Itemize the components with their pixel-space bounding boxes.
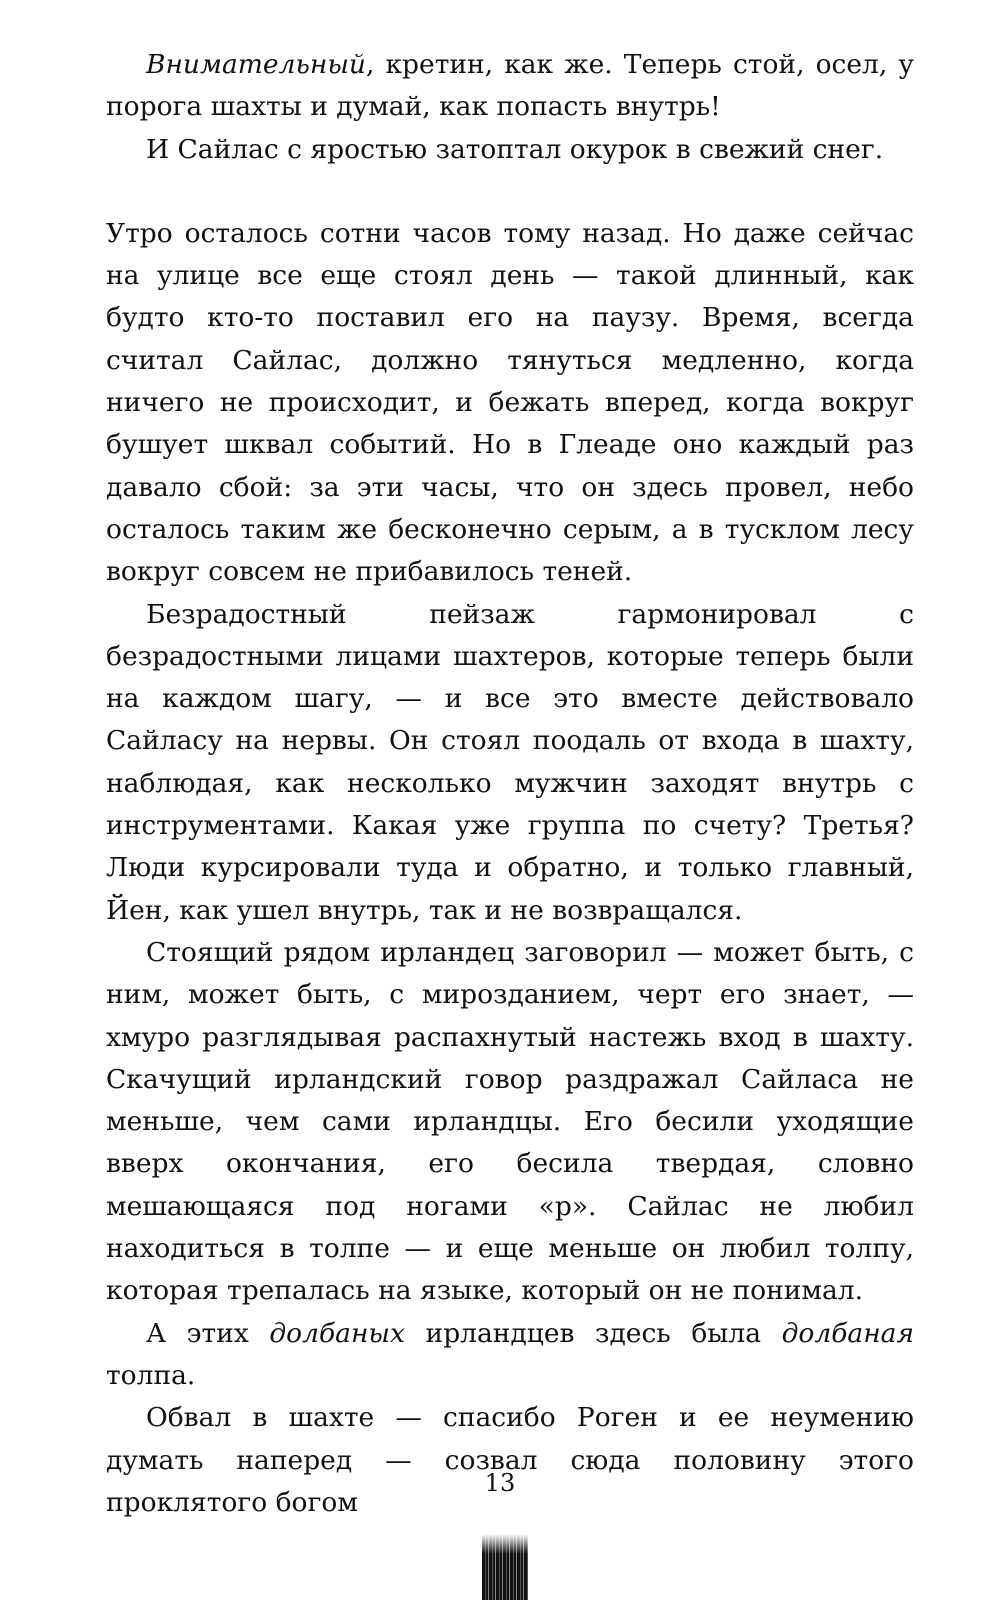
paragraph-text: Обвал в шахте — спасибо Роген и ее неумению думать наперед — созвал сюда половину этого проклятого богом [106,1402,914,1518]
paragraph-4 [106,594,914,932]
italic-word: долбаных [269,1317,405,1349]
paragraph-text: Утро осталось сотни часов тому назад. Но даже сейчас на улице все еще стоял день — такой длинный, как будто кто-то поставил его на паузу. Время, всегда считал Сайлас, должно тянуться медленно, когда ничего не происходит, и бежать вперед, когда вокруг бушует шквал событий. Но в Глеаде оно каждый раз давало сбой: за эти часы, что он здесь провел, небо осталось таким же бесконечно серым, а в тусклом лесу вокруг совсем не прибавилось теней. [106,217,914,588]
paragraph-text: толпа. [106,1359,196,1391]
paragraph-6 [106,1313,914,1398]
paragraph-3 [106,213,914,594]
paragraph-7 [106,1397,914,1524]
page-edge-mark [482,1534,528,1600]
paragraph-1 [106,44,914,129]
body-text [106,44,914,1524]
italic-word: долбаная [781,1317,914,1349]
paragraph-2 [106,129,914,171]
paragraph-text: ирландцев здесь была [404,1317,782,1349]
page-number: 13 [484,1469,516,1497]
paragraph-text: И Сайлас с яростью затоптал окурок в свежий снег. [146,133,884,165]
paragraph-text: Безрадостный пейзаж гармонировал с безрадостными лицами шахтеров, которые теперь были на каждом шагу, — и все это вместе действовало Сайласу на нервы. Он стоял поодаль от входа в шахту, наблюдая, как несколько мужчин заходят внутрь с инструментами. Какая уже группа по счету? Третья? Люди курсировали туда и обратно, и только главный, Йен, как ушел внутрь, так и не возвращался. [106,598,914,926]
paragraph-text: Стоящий рядом ирландец заговорил — может быть, с ним, может быть, с мирозданием, черт его знает, — хмуро разглядывая распахнутый настежь вход в шахту. Скачущий ирландский говор раздражал Сайласа не меньше, чем сами ирландцы. Его бесили уходящие вверх окончания, его бесила твердая, словно мешающаяся под ногами «р». Сайлас не любил находиться в толпе — и еще меньше он любил толпу, которая трепалась на языке, который он не понимал. [106,936,914,1307]
paragraph-text: А этих [146,1317,270,1349]
paragraph-text: , кретин, как же. Теперь стой, осел, у порога шахты и думай, как попасть внутрь! [106,49,914,123]
paragraph-5 [106,932,914,1313]
italic-word: Внимательный [146,49,366,80]
